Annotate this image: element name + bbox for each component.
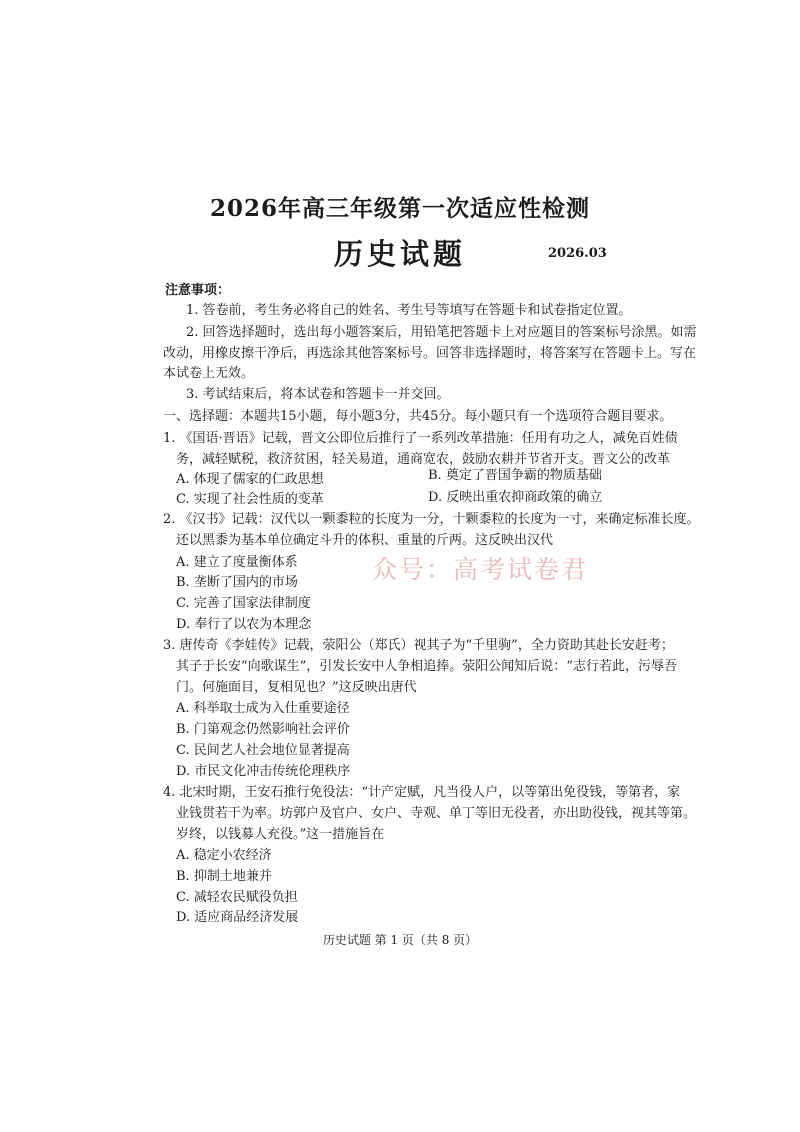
notice-item-2-line-2: 改动，用橡皮擦干净后，再选涂其他答案标号。回答非选择题时，将答案写在答题卡上。写在 xyxy=(163,346,697,361)
question-2-option-b: B. 垄断了国内的市场 xyxy=(176,575,298,590)
question-3-option-a: A. 科举取士成为入仕重要途径 xyxy=(176,701,350,716)
question-3-line-1: 3. 唐传奇《李娃传》记载，荥阳公（郑氏）视其子为“千里驹”，全力资助其赴长安赶考； xyxy=(163,638,674,653)
exam-subject: 历史试题 xyxy=(333,237,466,271)
notice-item-1: 1. 答卷前，考生务必将自己的姓名、考生号等填写在答题卡和试卷指定位置。 xyxy=(186,303,632,318)
question-3-option-b: B. 门第观念仍然影响社会评价 xyxy=(176,722,350,737)
question-2-option-c: C. 完善了国家法律制度 xyxy=(176,596,311,611)
watermark: 众号：高考试卷君 xyxy=(372,555,589,584)
section-heading: 一、选择题：本题共15小题，每小题3分，共45分。每小题只有一个选项符合题目要求。 xyxy=(163,409,673,424)
question-4-line-3: 岁终，以钱募人充役。”这一措施旨在 xyxy=(176,827,385,842)
question-1-option-d: D. 反映出重农抑商政策的确立 xyxy=(428,490,603,505)
question-3-option-c: C. 民间艺人社会地位显著提高 xyxy=(176,743,350,758)
notice-item-2-line-3: 本试卷上无效。 xyxy=(163,366,255,381)
question-4-option-a: A. 稳定小农经济 xyxy=(176,848,272,863)
question-2-option-a: A. 建立了度量衡体系 xyxy=(176,555,298,570)
question-1-option-c: C. 实现了社会性质的变革 xyxy=(176,492,324,507)
question-4-option-b: B. 抑制土地兼并 xyxy=(176,869,272,884)
question-4-line-1: 4. 北宋时期，王安石推行免役法：“计产定赋，凡当役人户，以等第出免役钱，等第者，家 xyxy=(163,785,681,800)
question-4-option-c: C. 减轻农民赋役负担 xyxy=(176,890,298,905)
question-4-line-2: 业钱贯若干为率。坊郭户及官户、女户、寺观、单丁等旧无役者，亦出助役钱，视其等第。 xyxy=(176,806,697,821)
question-1-line-1: 1. 《国语·晋语》记载，晋文公即位后推行了一系列改革措施：任用有功之人，减免百姓债 xyxy=(163,431,678,446)
question-4-option-d: D. 适应商品经济发展 xyxy=(176,910,299,925)
question-1-line-2: 务，减轻赋税，救济贫困，轻关易道，通商宽农，鼓励农耕并节省开支。晋文公的改革 xyxy=(176,452,671,467)
question-2-option-d: D. 奉行了以农为本理念 xyxy=(176,617,312,632)
notice-heading: 注意事项： xyxy=(165,283,231,298)
question-1-option-a: A. 体现了儒家的仁政思想 xyxy=(176,472,324,487)
exam-title: 2026年高三年级第一次适应性检测 xyxy=(209,195,590,222)
question-2-line-2: 还以黑黍为基本单位确定斗升的体积、重量的斤两。这反映出汉代 xyxy=(176,533,554,548)
question-3-option-d: D. 市民文化冲击传统伦理秩序 xyxy=(176,764,351,779)
notice-item-3: 3. 考试结束后，将本试卷和答题卡一并交回。 xyxy=(186,387,450,402)
notice-item-2-line-1: 2. 回答选择题时，选出每小题答案后，用铅笔把答题卡上对应题目的答案标号涂黑。如需 xyxy=(186,325,697,340)
exam-date: 2026.03 xyxy=(548,246,607,261)
question-3-line-3: 门。何施面目，复相见也？”这反映出唐代 xyxy=(176,680,417,695)
question-3-line-2: 其子于长安“向歌谋生”，引发长安中人争相追捧。荥阳公闻知后说：“志行若此，污辱吾 xyxy=(176,659,677,674)
page-footer: 历史试题 第 1 页（共 8 页） xyxy=(322,933,478,947)
question-2-line-1: 2. 《汉书》记载：汉代以一颗黍粒的长度为一分，十颗黍粒的长度为一寸，来确定标准长度。 xyxy=(163,512,700,527)
question-1-option-b: B. 奠定了晋国争霸的物质基础 xyxy=(428,468,602,483)
